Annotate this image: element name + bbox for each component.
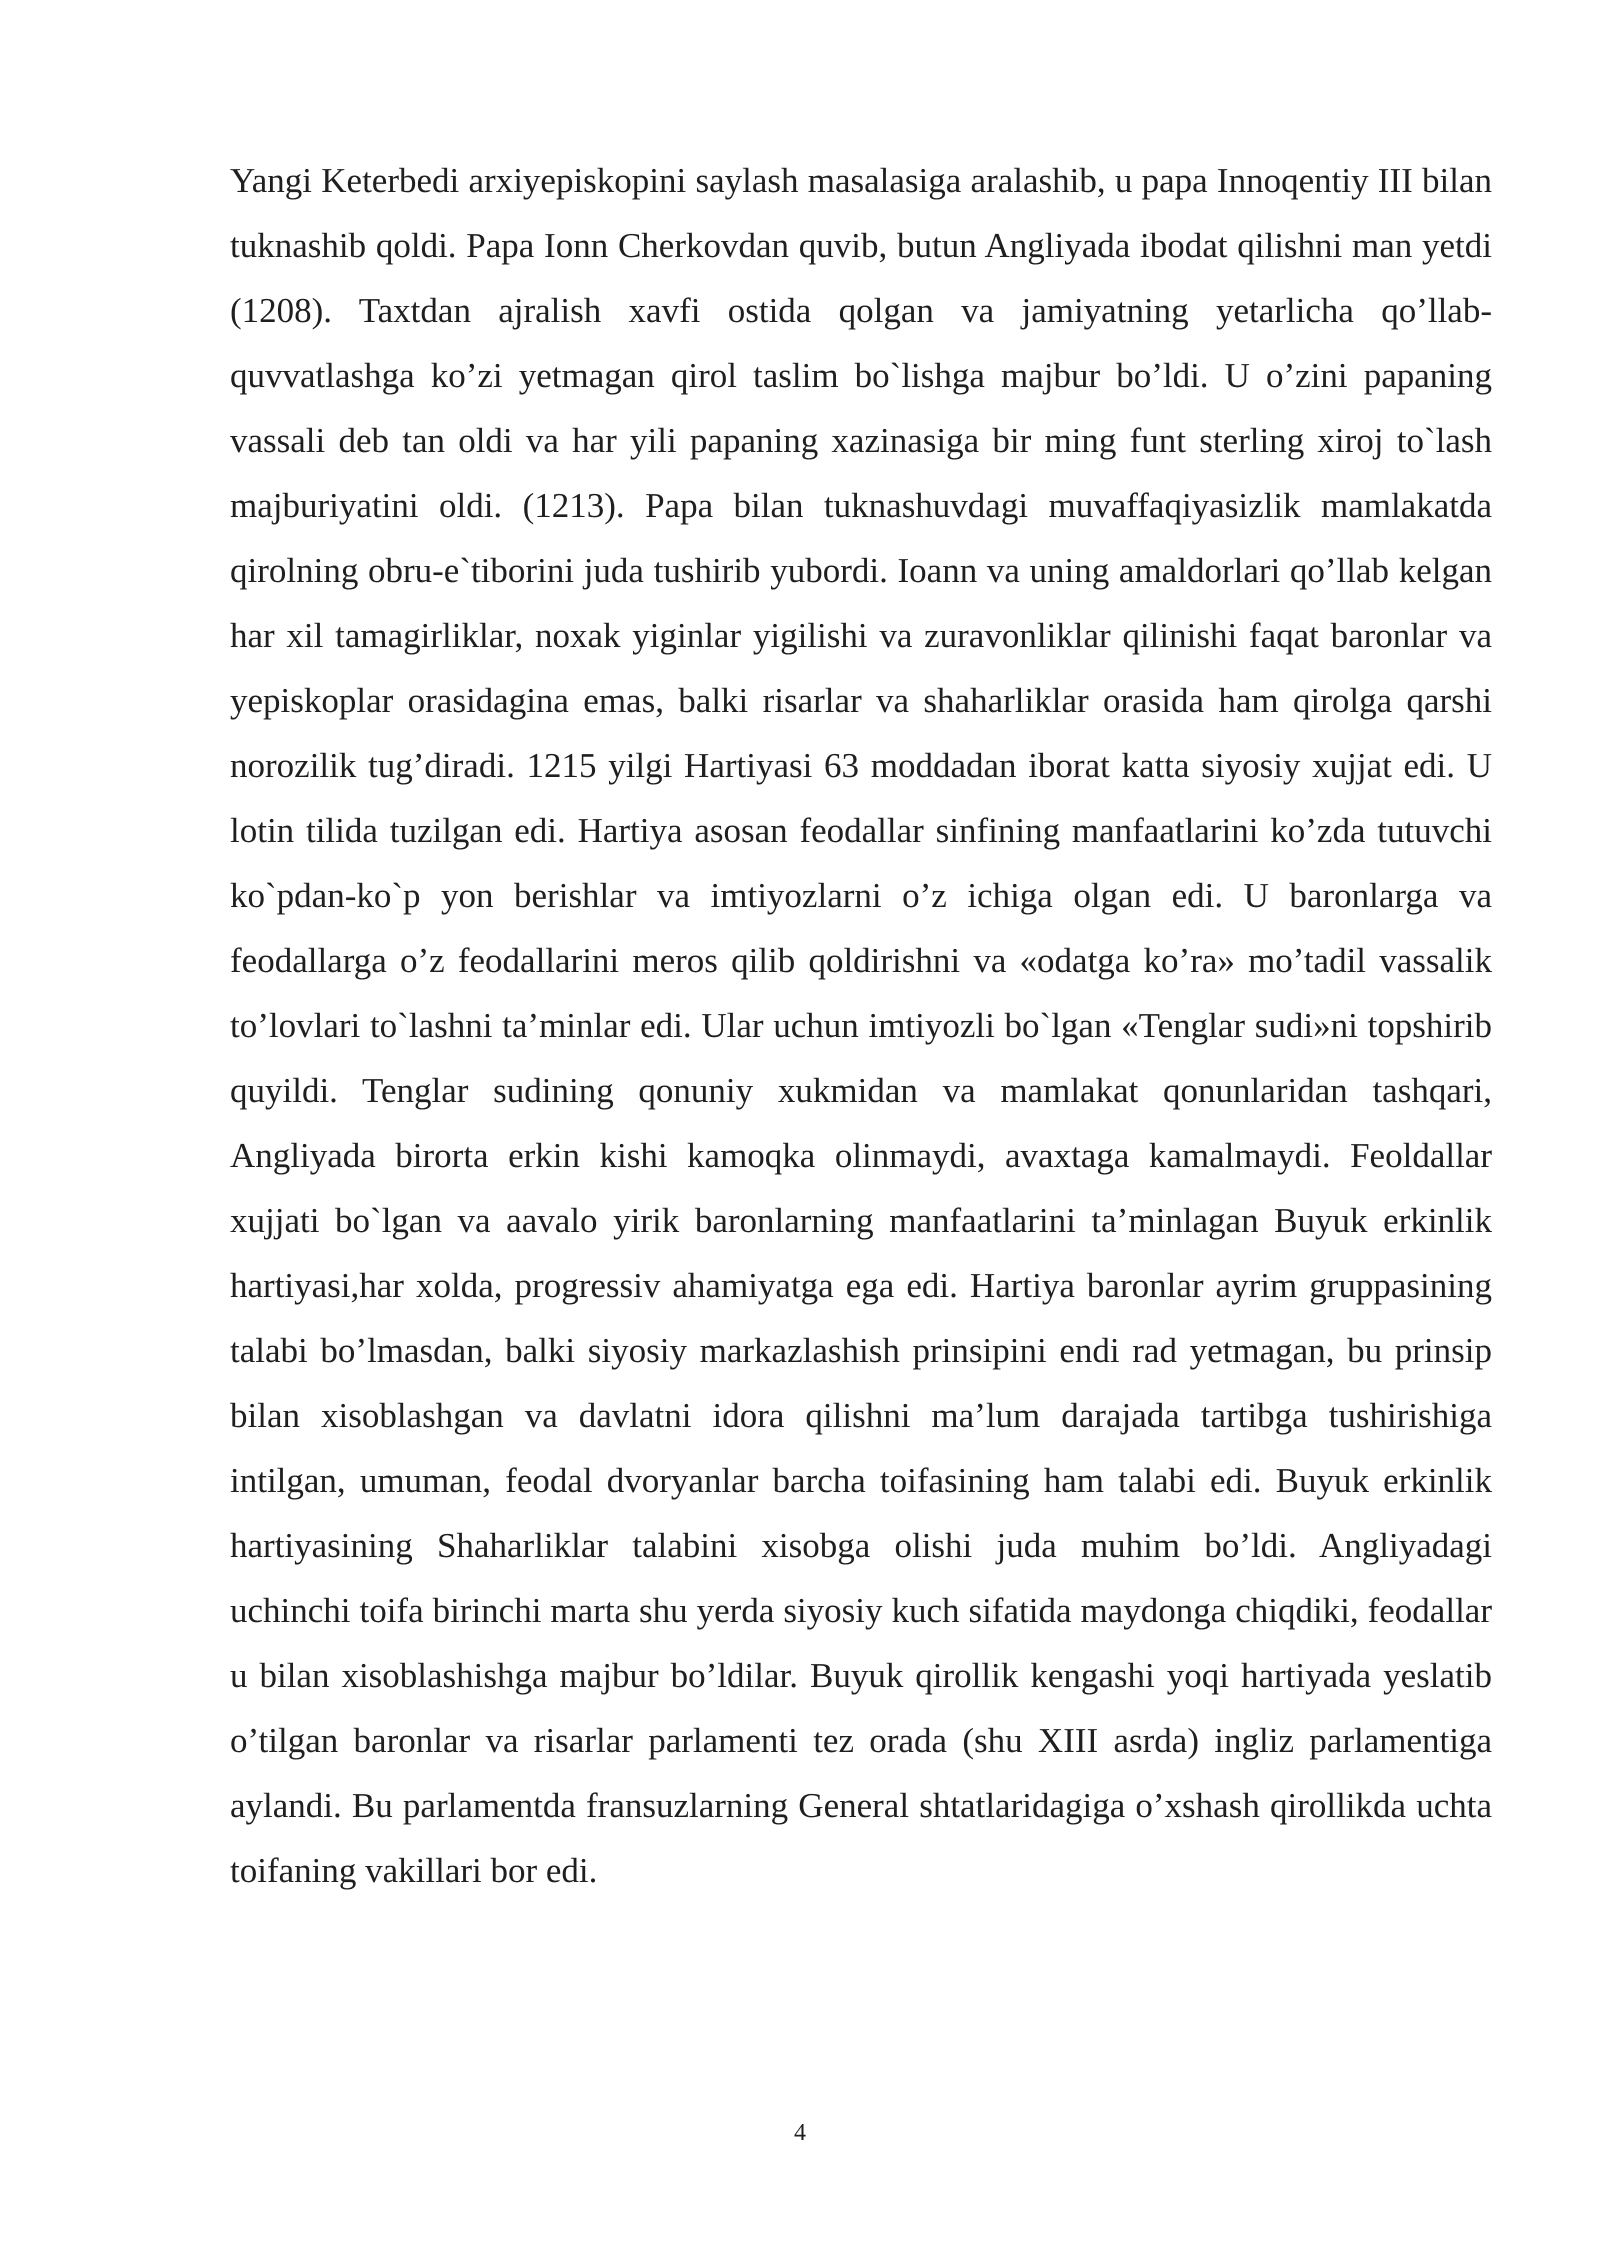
page-number: 4: [794, 2120, 806, 2146]
body-paragraph: Yangi Keterbedi arxiyepiskopini saylash masalasiga aralashib, u papa Innoqentiy III bilan tuknashib qoldi. Papa Ionn Cherkovdan quvib, butun Angliyada ibodat qilishni man yetdi (1208). Taxtdan ajralish xavfi ostida qolgan va jamiyatning yetarlicha qo’llab-quvvatlashga ko’zi yetmagan qirol taslim bo`lishga majbur bo’ldi. U o’zini papaning vassali deb tan oldi va har yili papaning xazinasiga bir ming funt sterling xiroj to`lash majburiyatini oldi. (1213). Papa bilan tuknashuvdagi muvaffaqiyasizlik mamlakatda qirolning obru-e`tiborini juda tushirib yubordi. Ioann va uning amaldorlari qo’llab kelgan har xil tamagirliklar, noxak yiginlar yigilishi va zuravonliklar qilinishi faqat baronlar va yepiskoplar orasidagina emas, balki risarlar va shaharliklar orasida ham qirolga qarshi norozilik tug’diradi. 1215 yilgi Hartiyasi 63 moddadan iborat katta siyosiy xujjat edi. U lotin tilida tuzilgan edi. Hartiya asosan feodallar sinfining manfaatlarini ko’zda tutuvchi ko`pdan-ko`p yon berishlar va imtiyozlarni o’z ichiga olgan edi. U baronlarga va feodallarga o’z feodallarini meros qilib qoldirishni va «odatga ko’ra» mo’tadil vassalik to’lovlari to`lashni ta’minlar edi. Ular uchun imtiyozli bo`lgan «Tenglar sudi»ni topshirib quyildi. Tenglar sudining qonuniy xukmidan va mamlakat qonunlaridan tashqari, Angliyada birorta erkin kishi kamoqka olinmaydi, avaxtaga kamalmaydi. Feoldallar xujjati bo`lgan va aavalo yirik baronlarning manfaatlarini ta’minlagan Buyuk erkinlik hartiyasi,har xolda, progressiv ahamiyatga ega edi. Hartiya baronlar ayrim gruppasining talabi bo’lmasdan, balki siyosiy markazlashish prinsipini endi rad yetmagan, bu prinsip bilan xisoblashgan va davlatni idora qilishni ma’lum darajada tartibga tushirishiga intilgan, umuman, feodal dvoryanlar barcha toifasining ham talabi edi. Buyuk erkinlik hartiyasining Shaharliklar talabini xisobga olishi juda muhim bo’ldi. Angliyadagi uchinchi toifa birinchi marta shu yerda siyosiy kuch sifatida maydonga chiqdiki, feodallar u bilan xisoblashishga majbur bo’ldilar. Buyuk qirollik kengashi yoqi hartiyada yeslatib o’tilgan baronlar va risarlar parlamenti tez orada (shu XIII asrda) ingliz parlamentiga aylandi. Bu parlamentda fransuzlarning General shtatlaridagiga o’xshash qirollikda uchta toifaning vakillari bor edi.: [230, 161, 1492, 1890]
